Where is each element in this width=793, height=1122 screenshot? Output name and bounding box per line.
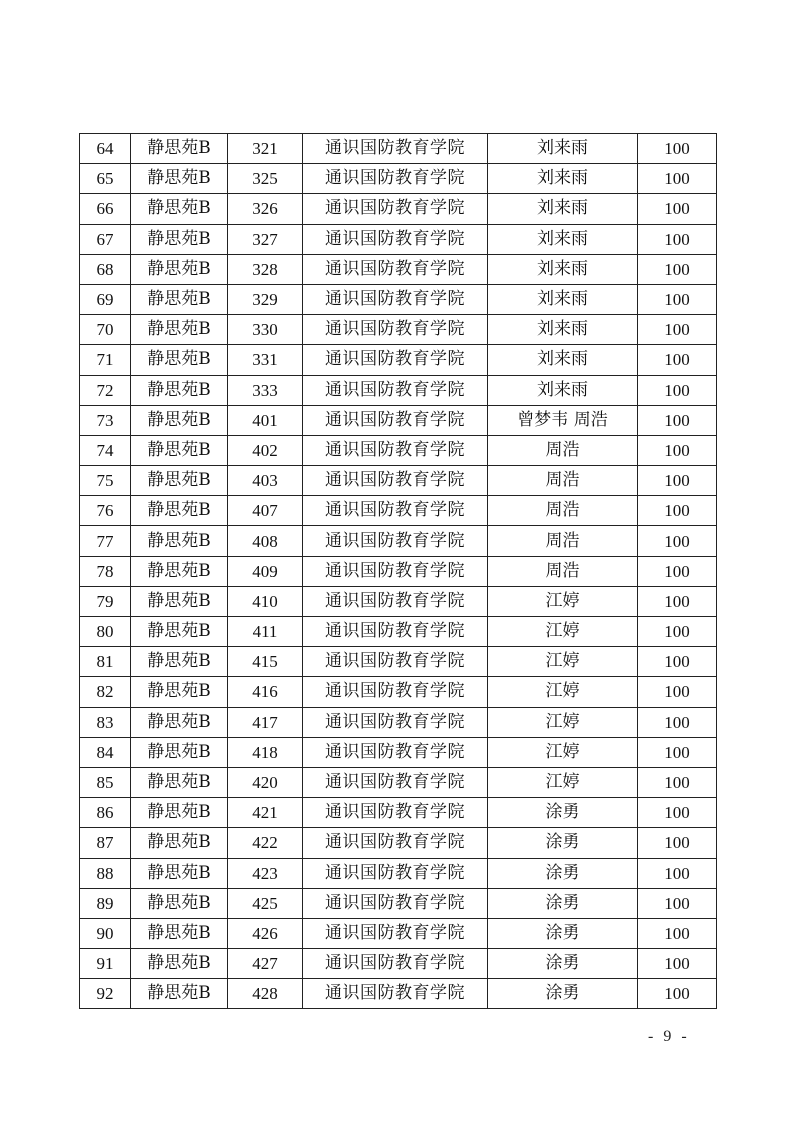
- score-cell: 100: [638, 224, 717, 254]
- college-cell: 通识国防教育学院: [303, 828, 488, 858]
- responsible-person-cell: 刘来雨: [488, 345, 638, 375]
- room-number-cell: 409: [228, 556, 303, 586]
- college-cell: 通识国防教育学院: [303, 798, 488, 828]
- table-row: [80, 315, 717, 345]
- table-row: [80, 435, 717, 465]
- responsible-person-cell: 江婷: [488, 586, 638, 616]
- responsible-person-cell: 涂勇: [488, 828, 638, 858]
- row-number-cell: 75: [80, 466, 131, 496]
- college-cell: 通识国防教育学院: [303, 224, 488, 254]
- room-number-cell: 325: [228, 164, 303, 194]
- score-cell: 100: [638, 737, 717, 767]
- responsible-person-cell: 江婷: [488, 677, 638, 707]
- responsible-person-cell: 江婷: [488, 617, 638, 647]
- row-number-cell: 70: [80, 315, 131, 345]
- row-number-cell: 89: [80, 888, 131, 918]
- table-row: [80, 496, 717, 526]
- responsible-person-cell: 刘来雨: [488, 254, 638, 284]
- college-cell: 通识国防教育学院: [303, 888, 488, 918]
- row-number-cell: 72: [80, 375, 131, 405]
- responsible-person-cell: 江婷: [488, 647, 638, 677]
- responsible-person-cell: 涂勇: [488, 918, 638, 948]
- row-number-cell: 83: [80, 707, 131, 737]
- building-cell: 静思苑B: [131, 284, 228, 314]
- room-number-cell: 408: [228, 526, 303, 556]
- row-number-cell: 79: [80, 586, 131, 616]
- building-cell: 静思苑B: [131, 647, 228, 677]
- score-cell: 100: [638, 375, 717, 405]
- score-cell: 100: [638, 858, 717, 888]
- score-cell: 100: [638, 707, 717, 737]
- row-number-cell: 92: [80, 979, 131, 1009]
- building-cell: 静思苑B: [131, 496, 228, 526]
- row-number-cell: 86: [80, 798, 131, 828]
- building-cell: 静思苑B: [131, 435, 228, 465]
- table-row: [80, 979, 717, 1009]
- table-row: [80, 254, 717, 284]
- table-body: [80, 134, 717, 1009]
- score-cell: 100: [638, 435, 717, 465]
- college-cell: 通识国防教育学院: [303, 949, 488, 979]
- responsible-person-cell: 周浩: [488, 466, 638, 496]
- row-number-cell: 74: [80, 435, 131, 465]
- room-number-cell: 326: [228, 194, 303, 224]
- room-number-cell: 420: [228, 767, 303, 797]
- college-cell: 通识国防教育学院: [303, 254, 488, 284]
- responsible-person-cell: 周浩: [488, 496, 638, 526]
- table-row: [80, 677, 717, 707]
- score-cell: 100: [638, 405, 717, 435]
- row-number-cell: 88: [80, 858, 131, 888]
- page-number: - 9 -: [648, 1028, 690, 1045]
- table-row: [80, 284, 717, 314]
- responsible-person-cell: 刘来雨: [488, 375, 638, 405]
- responsible-person-cell: 刘来雨: [488, 315, 638, 345]
- room-number-cell: 327: [228, 224, 303, 254]
- row-number-cell: 78: [80, 556, 131, 586]
- building-cell: 静思苑B: [131, 888, 228, 918]
- row-number-cell: 67: [80, 224, 131, 254]
- responsible-person-cell: 江婷: [488, 707, 638, 737]
- room-number-cell: 407: [228, 496, 303, 526]
- college-cell: 通识国防教育学院: [303, 284, 488, 314]
- table-row: [80, 345, 717, 375]
- row-number-cell: 76: [80, 496, 131, 526]
- college-cell: 通识国防教育学院: [303, 405, 488, 435]
- room-number-cell: 329: [228, 284, 303, 314]
- room-number-cell: 333: [228, 375, 303, 405]
- row-number-cell: 81: [80, 647, 131, 677]
- room-number-cell: 403: [228, 466, 303, 496]
- room-number-cell: 427: [228, 949, 303, 979]
- college-cell: 通识国防教育学院: [303, 767, 488, 797]
- building-cell: 静思苑B: [131, 405, 228, 435]
- row-number-cell: 65: [80, 164, 131, 194]
- table-row: [80, 888, 717, 918]
- row-number-cell: 68: [80, 254, 131, 284]
- building-cell: 静思苑B: [131, 737, 228, 767]
- table-row: [80, 617, 717, 647]
- room-number-cell: 411: [228, 617, 303, 647]
- building-cell: 静思苑B: [131, 617, 228, 647]
- score-cell: 100: [638, 496, 717, 526]
- room-number-cell: 415: [228, 647, 303, 677]
- table-row: [80, 828, 717, 858]
- table-row: [80, 949, 717, 979]
- row-number-cell: 69: [80, 284, 131, 314]
- building-cell: 静思苑B: [131, 254, 228, 284]
- college-cell: 通识国防教育学院: [303, 164, 488, 194]
- responsible-person-cell: 涂勇: [488, 858, 638, 888]
- table-row: [80, 556, 717, 586]
- college-cell: 通识国防教育学院: [303, 466, 488, 496]
- row-number-cell: 64: [80, 134, 131, 164]
- table-row: [80, 737, 717, 767]
- row-number-cell: 71: [80, 345, 131, 375]
- college-cell: 通识国防教育学院: [303, 677, 488, 707]
- score-cell: 100: [638, 677, 717, 707]
- row-number-cell: 90: [80, 918, 131, 948]
- score-cell: 100: [638, 284, 717, 314]
- room-number-cell: 418: [228, 737, 303, 767]
- table-row: [80, 405, 717, 435]
- score-cell: 100: [638, 647, 717, 677]
- building-cell: 静思苑B: [131, 918, 228, 948]
- responsible-person-cell: 涂勇: [488, 798, 638, 828]
- table-row: [80, 466, 717, 496]
- building-cell: 静思苑B: [131, 586, 228, 616]
- building-cell: 静思苑B: [131, 798, 228, 828]
- responsible-person-cell: 刘来雨: [488, 134, 638, 164]
- room-number-cell: 425: [228, 888, 303, 918]
- row-number-cell: 91: [80, 949, 131, 979]
- building-cell: 静思苑B: [131, 345, 228, 375]
- score-cell: 100: [638, 767, 717, 797]
- college-cell: 通识国防教育学院: [303, 737, 488, 767]
- college-cell: 通识国防教育学院: [303, 526, 488, 556]
- building-cell: 静思苑B: [131, 466, 228, 496]
- building-cell: 静思苑B: [131, 224, 228, 254]
- building-cell: 静思苑B: [131, 949, 228, 979]
- score-cell: 100: [638, 949, 717, 979]
- score-cell: 100: [638, 828, 717, 858]
- building-cell: 静思苑B: [131, 134, 228, 164]
- responsible-person-cell: 周浩: [488, 556, 638, 586]
- room-number-cell: 321: [228, 134, 303, 164]
- row-number-cell: 66: [80, 194, 131, 224]
- score-cell: 100: [638, 556, 717, 586]
- table-row: [80, 526, 717, 556]
- room-number-cell: 421: [228, 798, 303, 828]
- score-cell: 100: [638, 134, 717, 164]
- responsible-person-cell: 周浩: [488, 435, 638, 465]
- building-cell: 静思苑B: [131, 164, 228, 194]
- table-row: [80, 134, 717, 164]
- building-cell: 静思苑B: [131, 707, 228, 737]
- row-number-cell: 84: [80, 737, 131, 767]
- building-cell: 静思苑B: [131, 194, 228, 224]
- row-number-cell: 73: [80, 405, 131, 435]
- building-cell: 静思苑B: [131, 858, 228, 888]
- room-number-cell: 402: [228, 435, 303, 465]
- table-row: [80, 586, 717, 616]
- score-cell: 100: [638, 979, 717, 1009]
- score-cell: 100: [638, 315, 717, 345]
- score-cell: 100: [638, 798, 717, 828]
- college-cell: 通识国防教育学院: [303, 375, 488, 405]
- responsible-person-cell: 刘来雨: [488, 224, 638, 254]
- college-cell: 通识国防教育学院: [303, 345, 488, 375]
- building-cell: 静思苑B: [131, 315, 228, 345]
- college-cell: 通识国防教育学院: [303, 496, 488, 526]
- score-cell: 100: [638, 466, 717, 496]
- score-cell: 100: [638, 918, 717, 948]
- college-cell: 通识国防教育学院: [303, 586, 488, 616]
- row-number-cell: 80: [80, 617, 131, 647]
- score-cell: 100: [638, 586, 717, 616]
- college-cell: 通识国防教育学院: [303, 315, 488, 345]
- room-number-cell: 331: [228, 345, 303, 375]
- room-number-cell: 416: [228, 677, 303, 707]
- room-number-cell: 428: [228, 979, 303, 1009]
- table-row: [80, 707, 717, 737]
- row-number-cell: 85: [80, 767, 131, 797]
- building-cell: 静思苑B: [131, 677, 228, 707]
- score-cell: 100: [638, 888, 717, 918]
- room-number-cell: 330: [228, 315, 303, 345]
- building-cell: 静思苑B: [131, 375, 228, 405]
- college-cell: 通识国防教育学院: [303, 134, 488, 164]
- table-row: [80, 224, 717, 254]
- college-cell: 通识国防教育学院: [303, 617, 488, 647]
- building-cell: 静思苑B: [131, 767, 228, 797]
- dormitory-score-table: [79, 133, 717, 1009]
- room-number-cell: 401: [228, 405, 303, 435]
- responsible-person-cell: 涂勇: [488, 949, 638, 979]
- score-cell: 100: [638, 164, 717, 194]
- college-cell: 通识国防教育学院: [303, 647, 488, 677]
- room-number-cell: 423: [228, 858, 303, 888]
- score-cell: 100: [638, 254, 717, 284]
- responsible-person-cell: 周浩: [488, 526, 638, 556]
- table-row: [80, 767, 717, 797]
- college-cell: 通识国防教育学院: [303, 858, 488, 888]
- responsible-person-cell: 涂勇: [488, 888, 638, 918]
- responsible-person-cell: 江婷: [488, 737, 638, 767]
- college-cell: 通识国防教育学院: [303, 979, 488, 1009]
- responsible-person-cell: 涂勇: [488, 979, 638, 1009]
- score-cell: 100: [638, 345, 717, 375]
- building-cell: 静思苑B: [131, 979, 228, 1009]
- table-row: [80, 375, 717, 405]
- table-row: [80, 798, 717, 828]
- table-row: [80, 194, 717, 224]
- building-cell: 静思苑B: [131, 526, 228, 556]
- responsible-person-cell: 曾梦韦 周浩: [488, 405, 638, 435]
- college-cell: 通识国防教育学院: [303, 707, 488, 737]
- room-number-cell: 410: [228, 586, 303, 616]
- responsible-person-cell: 刘来雨: [488, 284, 638, 314]
- room-number-cell: 426: [228, 918, 303, 948]
- score-cell: 100: [638, 194, 717, 224]
- table-row: [80, 647, 717, 677]
- room-number-cell: 422: [228, 828, 303, 858]
- row-number-cell: 82: [80, 677, 131, 707]
- table-row: [80, 858, 717, 888]
- building-cell: 静思苑B: [131, 556, 228, 586]
- table-row: [80, 918, 717, 948]
- building-cell: 静思苑B: [131, 828, 228, 858]
- college-cell: 通识国防教育学院: [303, 435, 488, 465]
- responsible-person-cell: 江婷: [488, 767, 638, 797]
- responsible-person-cell: 刘来雨: [488, 194, 638, 224]
- college-cell: 通识国防教育学院: [303, 194, 488, 224]
- college-cell: 通识国防教育学院: [303, 918, 488, 948]
- room-number-cell: 328: [228, 254, 303, 284]
- row-number-cell: 87: [80, 828, 131, 858]
- responsible-person-cell: 刘来雨: [488, 164, 638, 194]
- row-number-cell: 77: [80, 526, 131, 556]
- room-number-cell: 417: [228, 707, 303, 737]
- table-row: [80, 164, 717, 194]
- score-cell: 100: [638, 526, 717, 556]
- college-cell: 通识国防教育学院: [303, 556, 488, 586]
- score-cell: 100: [638, 617, 717, 647]
